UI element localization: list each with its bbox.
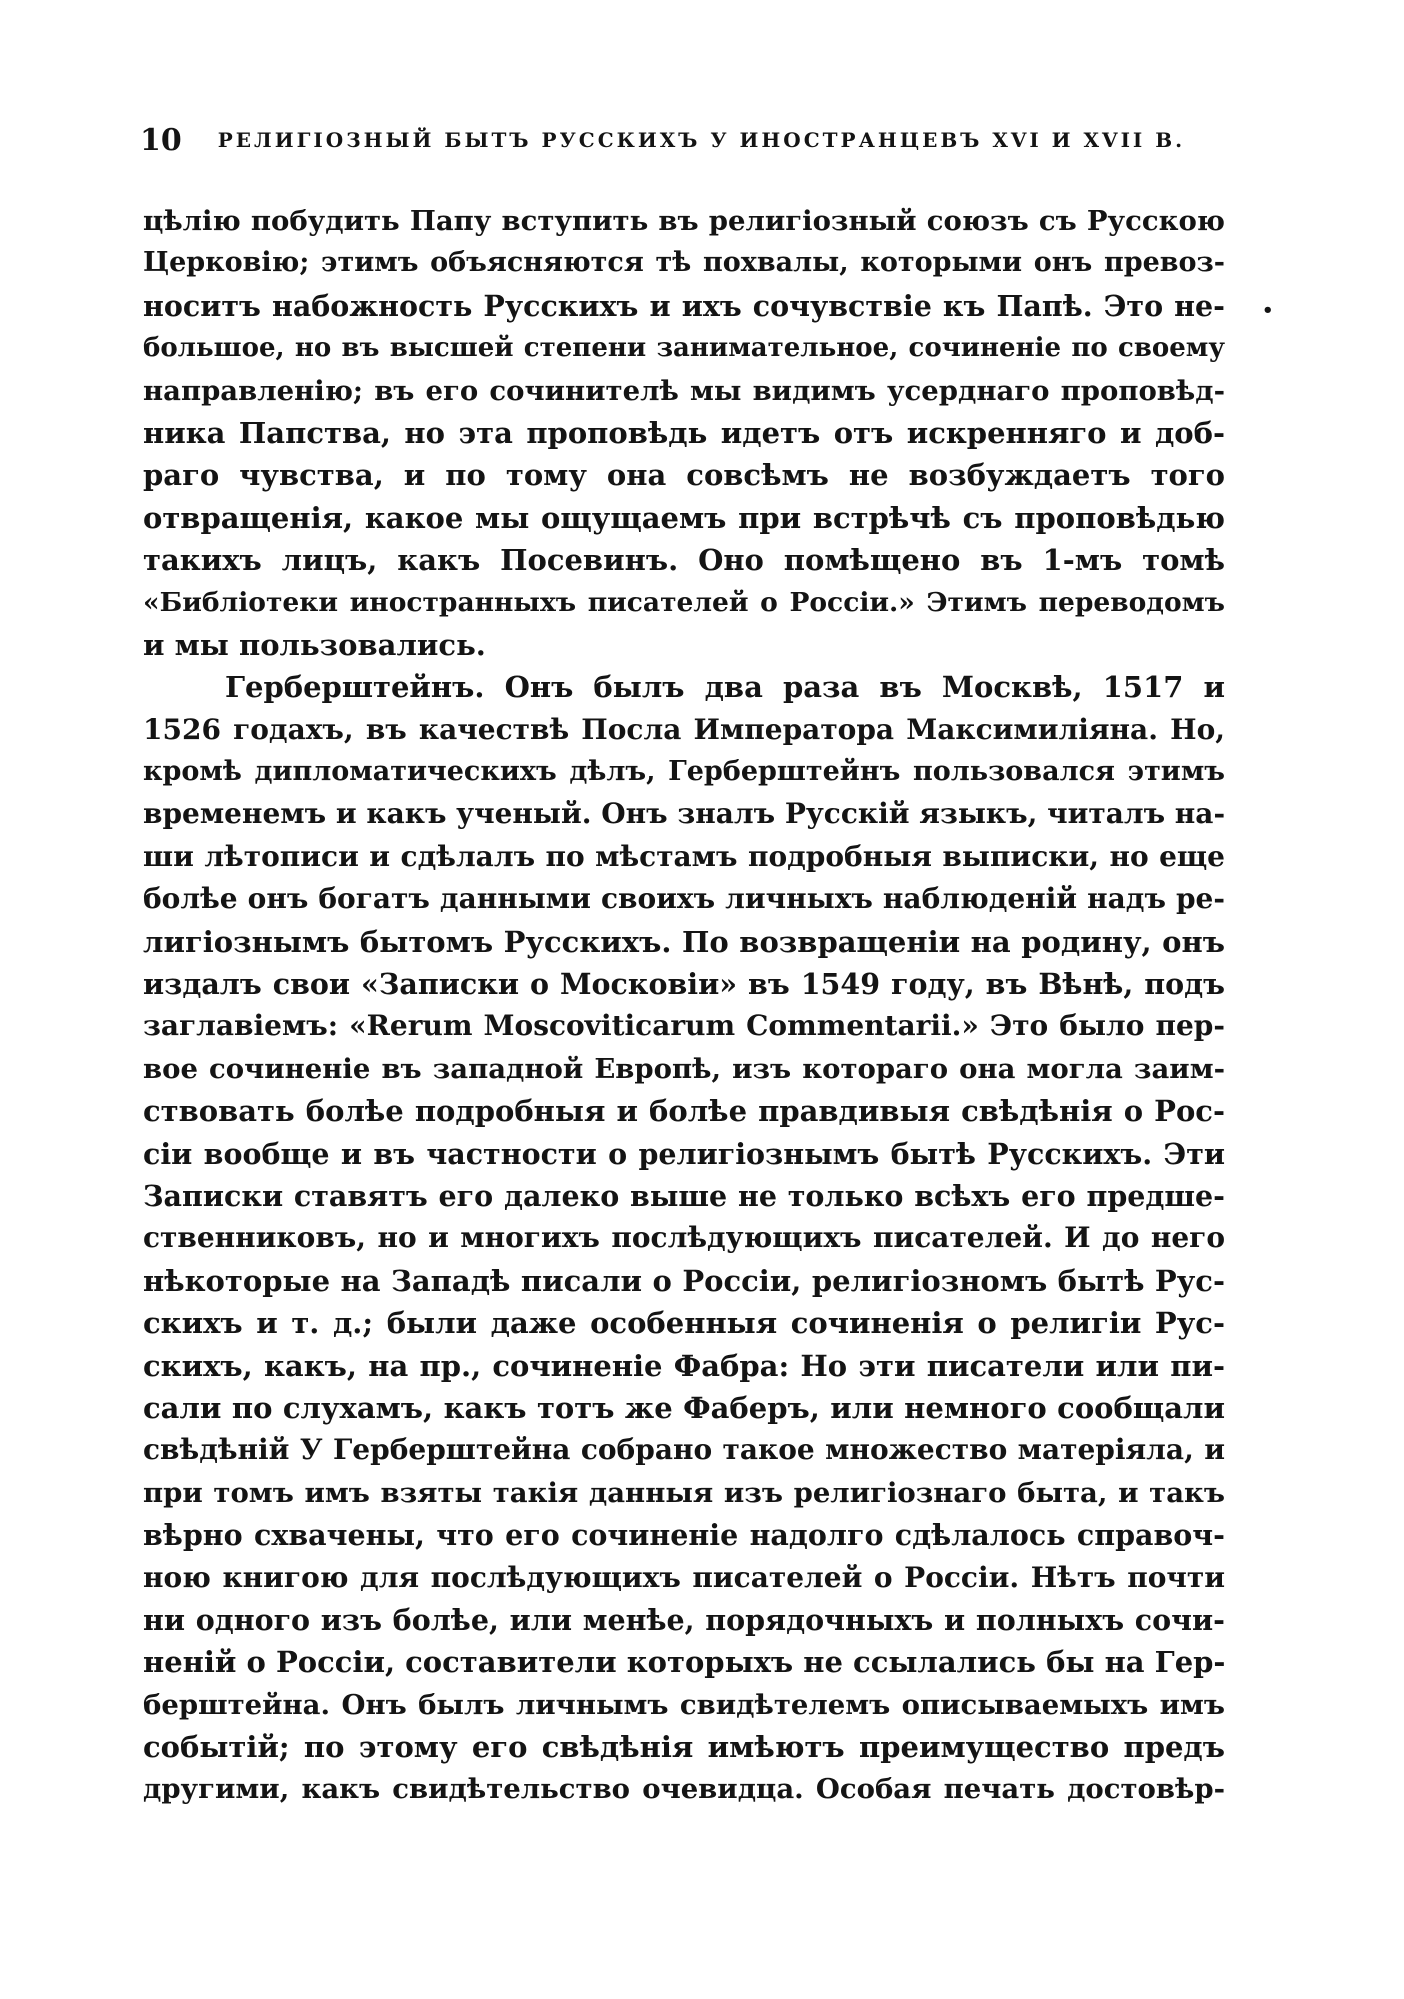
text-line: скихъ и т. д.; были даже особенныя сочиненія о религіи Рус- <box>143 1306 1225 1341</box>
text-line: отвращенія, какое мы ощущаемъ при встрѣчѣ съ проповѣдью <box>143 500 1225 535</box>
text-line: другими, какъ свидѣтельство очевидца. Особая печать достовѣр- <box>143 1773 1225 1806</box>
text-line: берштейна. Онъ былъ личнымъ свидѣтелемъ описываемыхъ имъ <box>143 1688 1225 1721</box>
text-line: 1526 годахъ, въ качествѣ Посла Императора Максимиліяна. Но, <box>143 712 1225 746</box>
text-line: направленію; въ его сочинителѣ мы видимъ усерднаго проповѣд- <box>143 374 1225 407</box>
text-line: такихъ лицъ, какъ Посевинъ. Оно помѣщено въ 1-мъ томѣ <box>143 543 1225 578</box>
text-line: ника Папства, но эта проповѣдь идетъ отъ искренняго и доб- <box>143 415 1225 450</box>
text-line: ни одного изъ болѣе, или менѣе, порядочныхъ и полныхъ сочи- <box>143 1602 1225 1637</box>
text-line: заглавіемъ: «Rerum Moscoviticarum Commentarii.» Это было пер- <box>143 1009 1225 1043</box>
text-line: временемъ и какъ ученый. Онъ зналъ Русскій языкъ, читалъ на- <box>143 797 1225 831</box>
paragraph-start-line: Герберштейнъ. Онъ былъ два раза въ Москвѣ, 1517 и <box>225 670 1225 705</box>
page-number: 10 <box>140 122 182 158</box>
text-line: нѣкоторые на Западѣ писали о Россіи, религіозномъ бытѣ Рус- <box>143 1263 1225 1298</box>
text-line: цѣлію побудить Папу вступить въ религіозный союзъ съ Русскою <box>143 205 1225 237</box>
text-line: кромѣ дипломатическихъ дѣлъ, Герберштейнъ пользовался этимъ <box>143 756 1225 788</box>
text-line: лигіознымъ бытомъ Русскихъ. По возвращеніи на родину, онъ <box>143 924 1225 959</box>
text-line: ствовать болѣе подробныя и болѣе правдивыя свѣдѣнія о Рос- <box>143 1094 1225 1129</box>
text-line: Записки ставятъ его далеко выше не только всѣхъ его предше- <box>143 1178 1225 1213</box>
text-line: «Библіотеки иностранныхъ писателей о Россіи.» Этимъ переводомъ <box>143 586 1225 618</box>
text-line: неній о Россіи, составители которыхъ не ссылались бы на Гер- <box>143 1645 1225 1680</box>
text-line: вѣрно схвачены, что его сочиненіе надолго сдѣлалось справоч- <box>143 1518 1225 1553</box>
text-line: болѣе онъ богатъ данными своихъ личныхъ наблюденій надъ ре- <box>143 882 1225 916</box>
text-line: скихъ, какъ, на пр., сочиненіе Фабра: Но эти писатели или пи- <box>143 1348 1225 1383</box>
margin-dot-mark: • <box>1262 300 1274 321</box>
text-line: сіи вообще и въ частности о религіознымъ бытѣ Русскихъ. Эти <box>143 1136 1225 1171</box>
text-line: сали по слухамъ, какъ тотъ же Фаберъ, или немного сообщали <box>143 1390 1225 1425</box>
paragraph-end-line: и мы пользовались. <box>143 627 486 662</box>
text-line: раго чувства, и по тому она совсѣмъ не возбуждаетъ того <box>143 458 1225 493</box>
text-line: вое сочиненіе въ западной Европѣ, изъ котораго она могла заим- <box>143 1052 1225 1085</box>
text-line: ственниковъ, но и многихъ послѣдующихъ писателей. И до него <box>143 1221 1225 1255</box>
text-line: событій; по этому его свѣдѣнія имѣютъ преимущество предъ <box>143 1730 1225 1765</box>
text-line: издалъ свои «Записки о Московіи» въ 1549 году, въ Вѣнѣ, подъ <box>143 967 1225 1002</box>
text-line: Церковію; этимъ объясняются тѣ похвалы, которыми онъ превоз- <box>143 247 1225 279</box>
running-head-title: РЕЛИГІОЗНЫЙ БЫТЪ РУССКИХЪ У ИНОСТРАНЦЕВЪ XVI И XVII В. <box>217 128 1186 152</box>
text-line: большое, но въ высшей степени занимательное, сочиненіе по своему <box>143 333 1225 364</box>
running-head <box>140 118 1220 162</box>
text-line: свѣдѣній У Герберштейна собрано такое множество матеріяла, и <box>143 1433 1225 1467</box>
text-line: при томъ имъ взяты такія данныя изъ религіознаго быта, и такъ <box>143 1476 1225 1509</box>
text-line: ною книгою для послѣдующихъ писателей о Россіи. Нѣтъ почти <box>143 1560 1225 1594</box>
text-line: носитъ набожность Русскихъ и ихъ сочувствіе къ Папѣ. Это не- <box>143 288 1225 323</box>
text-line: ши лѣтописи и сдѣлалъ по мѣстамъ подробныя выписки, но еще <box>143 839 1225 873</box>
body-text <box>143 200 1225 1811</box>
